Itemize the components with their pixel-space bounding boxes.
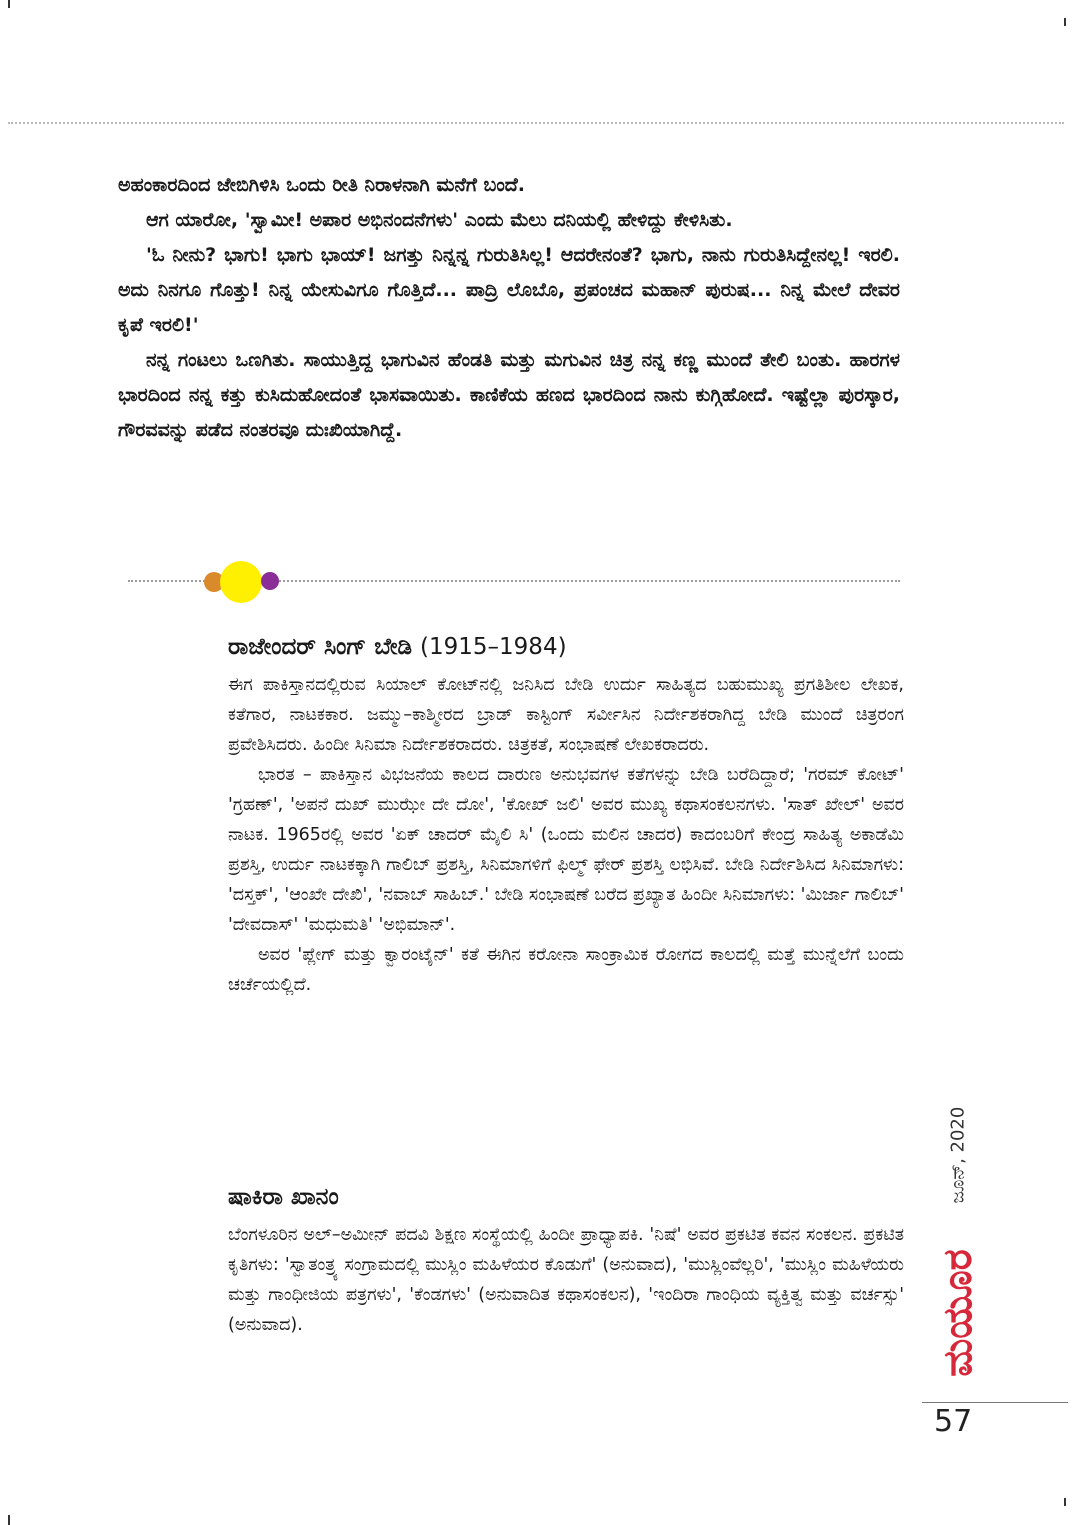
bio-paragraph: ಈಗ ಪಾಕಿಸ್ತಾನದಲ್ಲಿರುವ ಸಿಯಾಲ್ ಕೋಟ್‌ನಲ್ಲಿ ಜನಿಸಿದ ಬೇಡಿ ಉರ್ದು ಸಾಹಿತ್ಯದ ಬಹುಮುಖ್ಯ ಪ್ರಗತಿಶೀಲ ಲೇಖಕ, ಕತೆಗಾರ, ನಾಟಕಕಾರ. ಜಮ್ಮು–ಕಾಶ್ಮೀರದ ಬ್ರಾಡ್ ಕಾಸ್ಟಿಂಗ್ ಸರ್ವೀಸಿನ ನಿರ್ದೇಶಕರಾಗಿದ್ದ ಬೇಡಿ ಮುಂದೆ ಚಿತ್ರರಂಗ ಪ್ರವೇಶಿಸಿದರು. ಹಿಂದೀ ಸಿನಿಮಾ ನಿರ್ದೇಶಕರಾದರು. ಚಿತ್ರಕತೆ, ಸಂಭಾಷಣೆ ಲೇಖಕರಾದರು. [228,675,904,755]
magazine-logo: ಮಯೂರ [935,1249,981,1377]
bio-paragraph: ಬೆಂಗಳೂರಿನ ಅಲ್–ಅಮೀನ್ ಪದವಿ ಶಿಕ್ಷಣ ಸಂಸ್ಥೆಯಲ್ಲಿ ಹಿಂದೀ ಪ್ರಾಧ್ಯಾಪಕಿ. 'ನಿಷೆ' ಅವರ ಪ್ರಕಟಿತ ಕವನ ಸಂಕಲನ. ಪ್ರಕಟಿತ ಕೃತಿಗಳು: 'ಸ್ವಾತಂತ್ರ್ಯ ಸಂಗ್ರಾಮದಲ್ಲಿ ಮುಸ್ಲಿಂ ಮಹಿಳೆಯರ ಕೊಡುಗೆ' (ಅನುವಾದ), 'ಮುಸ್ಲಿಂವೆಲ್ಲರಿ', 'ಮುಸ್ಲಿಂ ಮಹಿಳೆಯರು ಮತ್ತು ಗಾಂಧೀಜಿಯ ಪತ್ರಗಳು', 'ಕೆಂಡಗಳು' (ಅನುವಾದಿತ ಕಥಾಸಂಕಲನ), 'ಇಂದಿರಾ ಗಾಂಧಿಯ ವ್ಯಕ್ತಿತ್ವ ಮತ್ತು ವರ್ಚಸ್ಸು' (ಅನುವಾದ). [228,1225,904,1335]
author-name: ರಾಜೇಂದರ್ ಸಿಂಗ್ ಬೇಡಿ [228,634,413,660]
page-number: 57 [934,1404,973,1439]
translator-bio [228,1180,904,1340]
top-dotted-rule [8,122,1064,124]
section-divider [128,563,900,603]
story-paragraph: ಅಹಂಕಾರದಿಂದ ಜೇಬಿಗಿಳಿಸಿ ಒಂದು ರೀತಿ ನಿರಾಳನಾಗಿ ಮನೆಗೆ ಬಂದೆ. [118,174,526,196]
bio-paragraph: ಅವರ 'ಪ್ಲೇಗ್ ಮತ್ತು ಕ್ವಾರಂಟೈನ್' ಕತೆ ಈಗಿನ ಕರೋನಾ ಸಾಂಕ್ರಾಮಿಕ ರೋಗದ ಕಾಲದಲ್ಲಿ ಮತ್ತೆ ಮುನ್ನೆಲೆಗೆ ಬಂದು ಚರ್ಚೆಯಲ್ಲಿದೆ. [228,945,904,995]
purple-dot-ornament [261,572,279,590]
translator-name: ಷಾಕಿರಾ ಖಾನಂ [228,1184,339,1210]
crop-mark-bottom-right [1064,1498,1066,1506]
yellow-dot-ornament [220,561,262,603]
issue-date: ಜೂನ್, 2020 [947,1106,969,1204]
crop-mark-top-left [8,0,10,8]
story-paragraph: ನನ್ನ ಗಂಟಲು ಒಣಗಿತು. ಸಾಯುತ್ತಿದ್ದ ಭಾಗುವಿನ ಹೆಂಡತಿ ಮತ್ತು ಮಗುವಿನ ಚಿತ್ರ ನನ್ನ ಕಣ್ಣ ಮುಂದೆ ತೇಲಿ ಬಂತು. ಹಾರಗಳ ಭಾರದಿಂದ ನನ್ನ ಕತ್ತು ಕುಸಿದುಹೋದಂತೆ ಭಾಸವಾಯಿತು. ಕಾಣಿಕೆಯ ಹಣದ ಭಾರದಿಂದ ನಾನು ಕುಗ್ಗಿಹೋದೆ. ಇಷ್ಟೆಲ್ಲಾ ಪುರಸ್ಕಾರ, ಗೌರವವನ್ನು ಪಡೆದ ನಂತರವೂ ದುಃಖಿಯಾಗಿದ್ದೆ. [118,349,900,441]
author-years: (1915–1984) [420,634,567,660]
crop-mark-bottom-left [8,1515,10,1525]
author-bio-bedi [228,630,904,1000]
author-heading [228,630,904,664]
story-paragraph: ಆಗ ಯಾರೋ, 'ಸ್ವಾಮೀ! ಅಪಾರ ಅಭಿನಂದನೆಗಳು' ಎಂದು ಮೆಲು ದನಿಯಲ್ಲಿ ಹೇಳಿದ್ದು ಕೇಳಿಸಿತು. [146,209,733,231]
page-number-rule [922,1402,1068,1403]
story-paragraph: 'ಓ ನೀನು? ಭಾಗು! ಭಾಗು ಭಾಯ್! ಜಗತ್ತು ನಿನ್ನನ್ನ ಗುರುತಿಸಿಲ್ಲ! ಆದರೇನಂತೆ? ಭಾಗು, ನಾನು ಗುರುತಿಸಿದ್ದೇನಲ್ಲ! ಇರಲಿ. ಅದು ನಿನಗೂ ಗೊತ್ತು! ನಿನ್ನ ಯೇಸುವಿಗೂ ಗೊತ್ತಿದೆ... ಪಾದ್ರಿ ಲೊಬೊ, ಪ್ರಪಂಚದ ಮಹಾನ್ ಪುರುಷ... ನಿನ್ನ ಮೇಲೆ ದೇವರ ಕೃಪೆ ಇರಲಿ!' [118,244,900,336]
bio-paragraph: ಭಾರತ – ಪಾಕಿಸ್ತಾನ ವಿಭಜನೆಯ ಕಾಲದ ದಾರುಣ ಅನುಭವಗಳ ಕತೆಗಳನ್ನು ಬೇಡಿ ಬರೆದಿದ್ದಾರೆ; 'ಗರಮ್ ಕೋಟ್' 'ಗ್ರಹಣ್', 'ಅಪನೆ ದುಖ್ ಮುಝೇ ದೇ ದೋ', 'ಕೋಖ್ ಜಲಿ' ಅವರ ಮುಖ್ಯ ಕಥಾಸಂಕಲನಗಳು. 'ಸಾತ್ ಖೇಲ್' ಅವರ ನಾಟಕ. 1965ರಲ್ಲಿ ಅವರ 'ಏಕ್ ಚಾದರ್ ಮೈಲಿ ಸಿ' (ಒಂದು ಮಲಿನ ಚಾದರ) ಕಾದಂಬರಿಗೆ ಕೇಂದ್ರ ಸಾಹಿತ್ಯ ಅಕಾಡೆಮಿ ಪ್ರಶಸ್ತಿ, ಉರ್ದು ನಾಟಕಕ್ಕಾಗಿ ಗಾಲಿಬ್ ಪ್ರಶಸ್ತಿ, ಸಿನಿಮಾಗಳಿಗೆ ಫಿಲ್ಮ್ ಫೇರ್ ಪ್ರಶಸ್ತಿ ಲಭಿಸಿವೆ. ಬೇಡಿ ನಿರ್ದೇಶಿಸಿದ ಸಿನಿಮಾಗಳು: 'ದಸ್ತಕ್', 'ಆಂಖೇ ದೇಖಿ', 'ನವಾಬ್ ಸಾಹಿಬ್.' ಬೇಡಿ ಸಂಭಾಷಣೆ ಬರೆದ ಪ್ರಖ್ಯಾತ ಹಿಂದೀ ಸಿನಿಮಾಗಳು: 'ಮಿರ್ಜಾ ಗಾಲಿಬ್' 'ದೇವದಾಸ್' 'ಮಧುಮತಿ' 'ಅಭಿಮಾನ್'. [228,765,904,935]
story-text [118,168,900,448]
crop-mark-top-right [1064,18,1066,26]
